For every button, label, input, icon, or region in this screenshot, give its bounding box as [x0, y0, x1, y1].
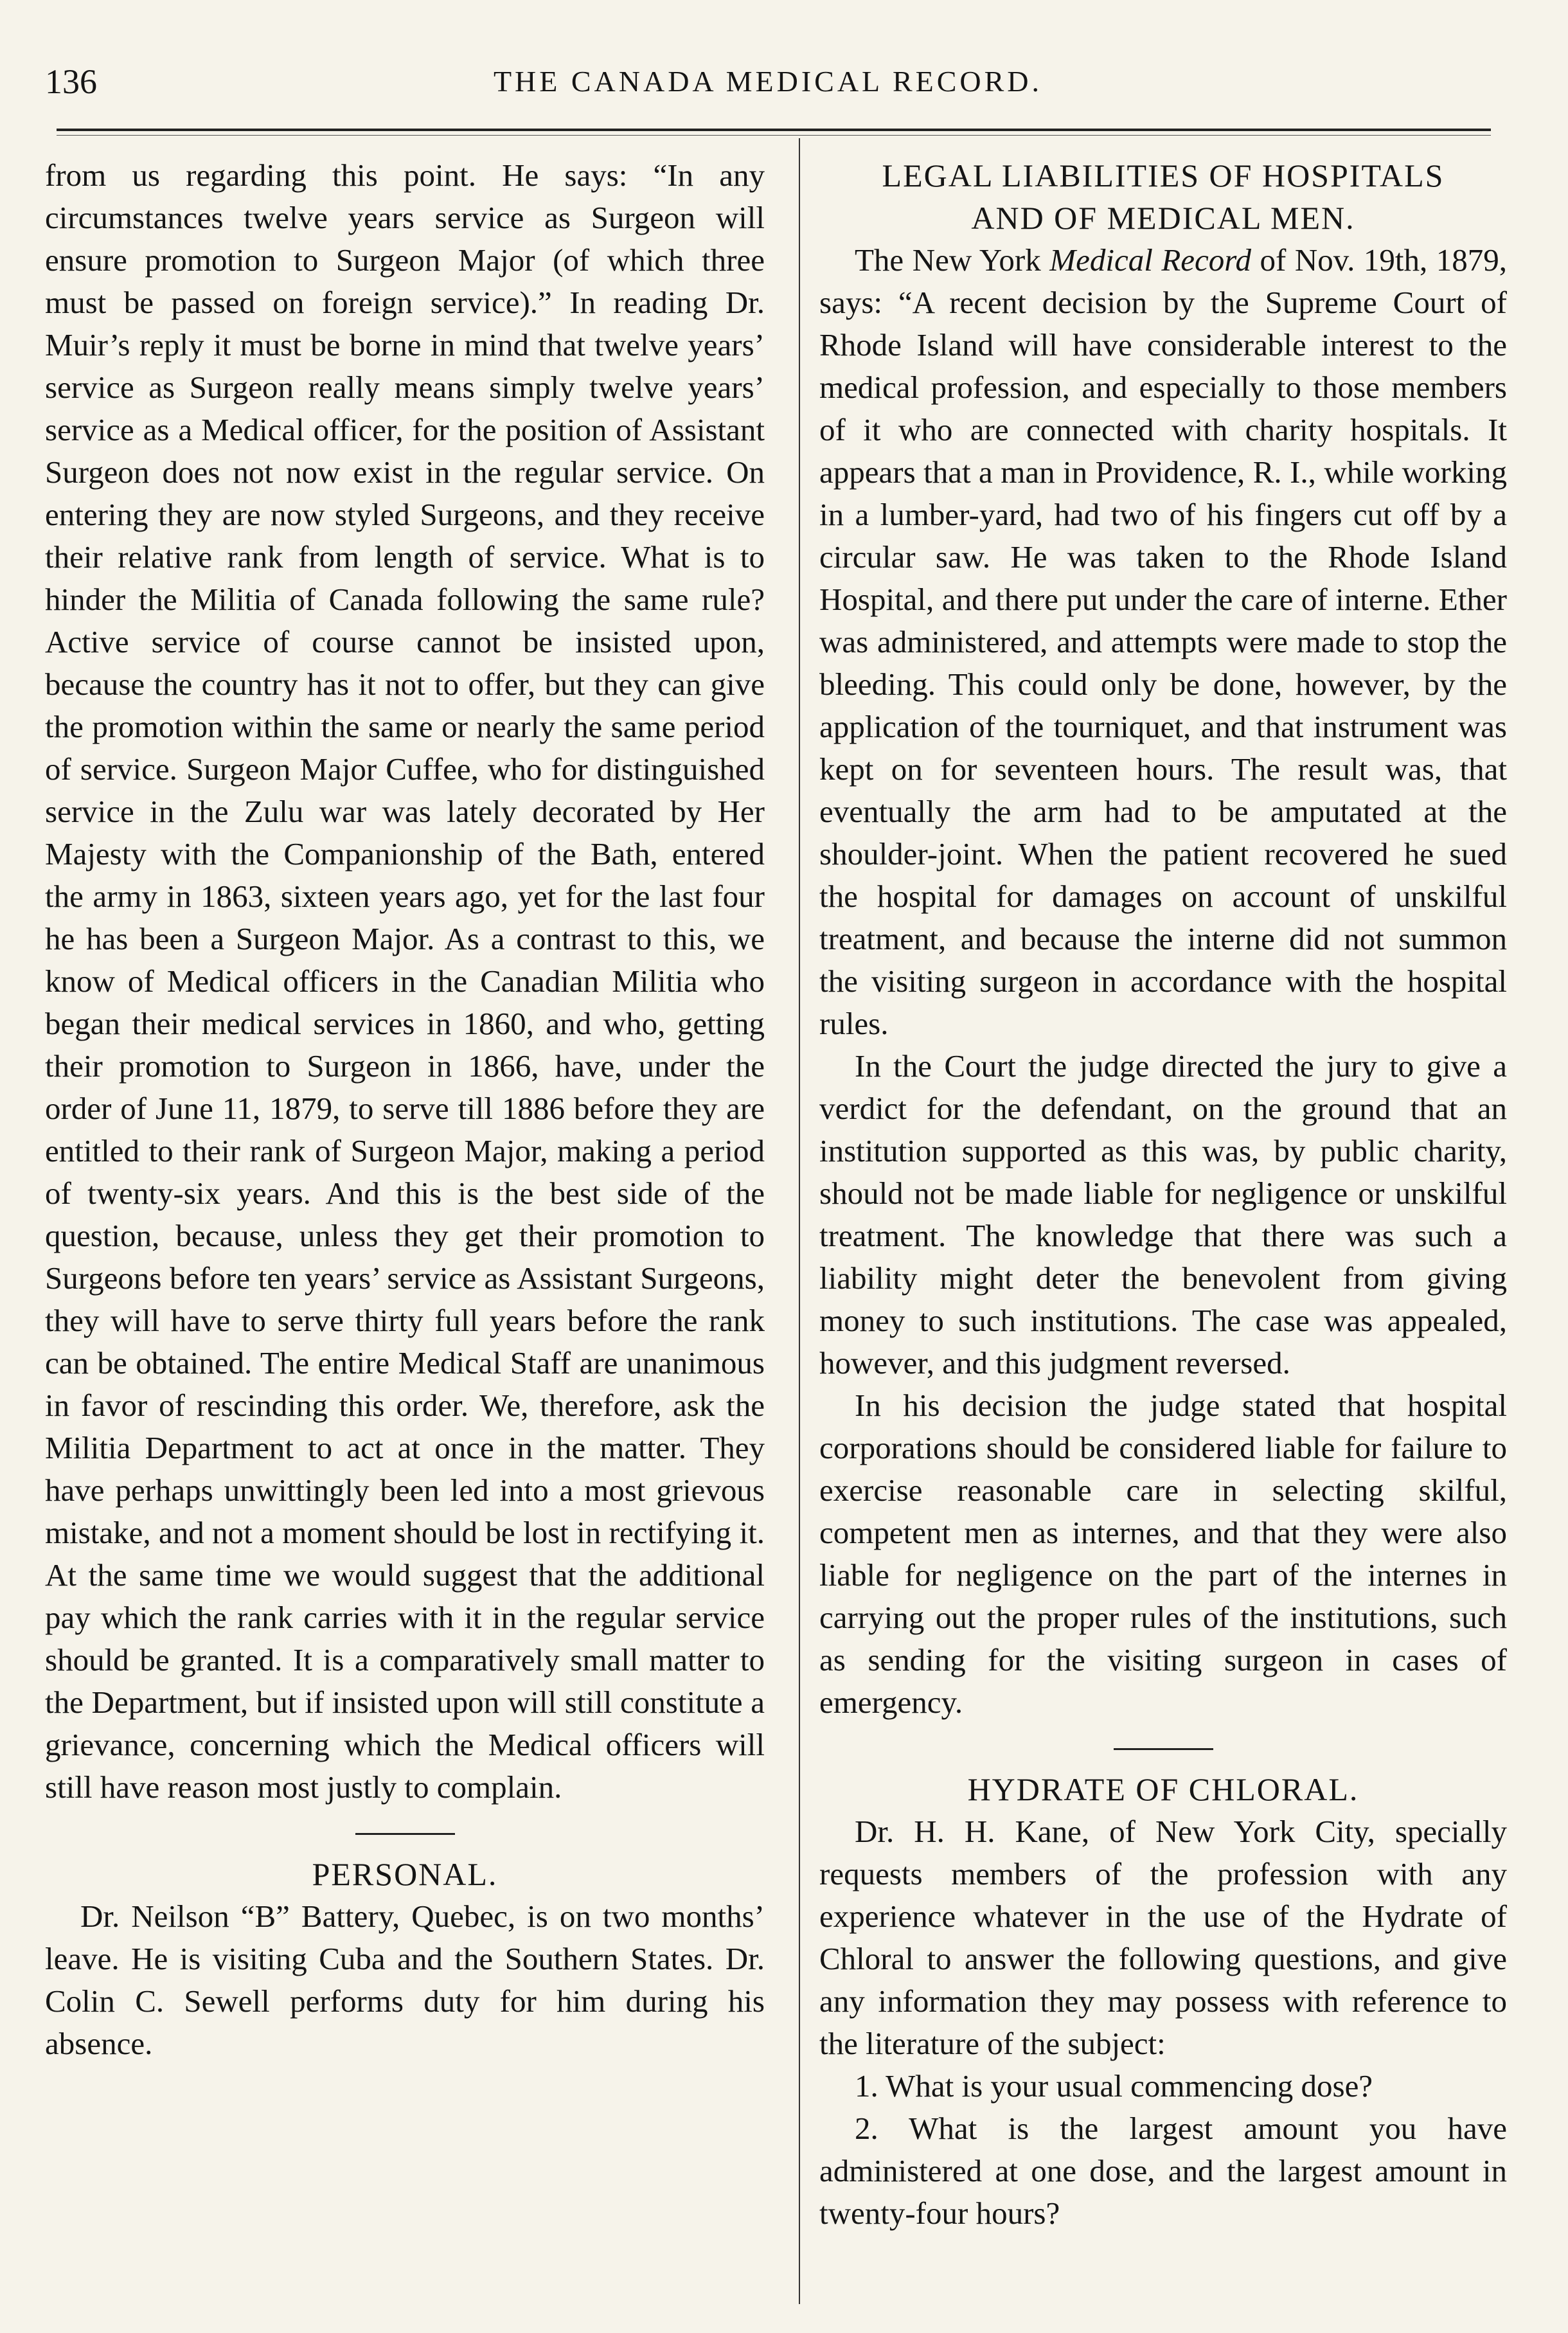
- chloral-paragraph: Dr. H. H. Kane, of New York City, specially requests members of the profession with any experience whatever in the use of the Hydrate of Chloral to answer the following questions, and give any information they may possess with reference to the literature of the subject:: [819, 1814, 1507, 2061]
- personal-heading: PERSONAL.: [312, 1856, 498, 1892]
- legal-heading-line-1: LEGAL LIABILITIES OF HOSPITALS: [882, 157, 1445, 193]
- legal-p1-lead: The New York: [855, 242, 1050, 278]
- running-title: THE CANADA MEDICAL RECORD.: [493, 65, 1043, 98]
- chloral-heading: HYDRATE OF CHLORAL.: [967, 1771, 1359, 1807]
- section-divider: [355, 1833, 455, 1835]
- right-column: [819, 154, 1507, 2235]
- legal-p1-body: of Nov. 19th, 1879, says: “A recent decision by the Supreme Court of Rhode Island will have considerable interest to the medical profession, and especially to those members of it who are connected with charity hospitals. It appears that a man in Providence, R. I., while working in a lumber-yard, had two of his fingers cut off by a circular saw. He was taken to the Rhode Island Hospital, and there put under the care of interne. Ether was administered, and attempts were made to stop the bleeding. This could only be done, however, by the application of the tourniquet, and that instrument was kept on for seventeen hours. The result was, that eventually the arm had to be amputated at the shoulder-joint. When the patient recovered he sued the hospital for damages on account of unskilful treatment, and because the interne did not summon the visiting surgeon in accordance with the hospital rules.: [819, 242, 1507, 1041]
- editorial-continued-paragraph: from us regarding this point. He says: “In any circumstances twelve years service as Surgeon will ensure promotion to Surgeon Major (of which three must be passed on foreign service).” In reading Dr. Muir’s reply it must be borne in mind that twelve years’ service as Surgeon really means simply twelve years’ service as a Medical officer, for the position of Assistant Surgeon does not now exist in the regular service. On entering they are now styled Surgeons, and they receive their relative rank from length of service. What is to hinder the Militia of Canada following the same rule? Active service of course cannot be insisted upon, because the country has it not to offer, but they can give the promotion within the same or nearly the same period of service. Surgeon Major Cuffee, who for distinguished service in the Zulu war was lately decorated by Her Majesty with the Companionship of the Bath, entered the army in 1863, sixteen years ago, yet for the last four he has been a Surgeon Major. As a contrast to this, we know of Medical officers in the Canadian Militia who began their medical services in 1860, and who, getting their promotion to Surgeon in 1866, have, under the order of June 11, 1879, to serve till 1886 before they are entitled to their rank of Surgeon Major, making a period of twenty-six years. And this is the best side of the question, because, unless they get their promotion to Surgeons before ten years’ service as Assistant Surgeons, they will have to serve thirty full years before the rank can be obtained. The entire Medical Staff are unanimous in favor of rescinding this order. We, therefore, ask the Militia Department to act at once in the matter. They have perhaps unwittingly been led into a most grievous mistake, and not a moment should be lost in rectifying it. At the same time we would suggest that the additional pay which the rank carries with it in the regular service should be granted. It is a comparatively small matter to the Department, but if insisted upon will still constitute a grievance, concerning which the Medical officers will still have reason most justly to complain.: [45, 157, 765, 1805]
- question-2: 2. What is the largest amount you have administered at one dose, and the largest amount in twenty-four hours?: [819, 2111, 1507, 2231]
- column-divider: [799, 138, 800, 2304]
- legal-heading-line-2: AND OF MEDICAL MEN.: [971, 200, 1355, 236]
- page-number: 136: [45, 62, 97, 101]
- left-column: [45, 154, 765, 2065]
- journal-title: Medical Record: [1049, 242, 1252, 278]
- legal-heading: [819, 154, 1507, 239]
- legal-paragraph-1: [819, 239, 1507, 1045]
- header-rule: [57, 129, 1491, 131]
- header-rule-thin: [57, 135, 1491, 136]
- page-header: [45, 59, 1491, 104]
- legal-paragraph-2: In the Court the judge directed the jury to give a verdict for the defendant, on the ground that an institution supported as this was, by public charity, should not be made liable for negligence or unskilful treatment. The knowledge that there was such a liability might deter the benevolent from giving money to such institutions. The case was appealed, however, and this judgment reversed.: [819, 1048, 1507, 1381]
- question-1: 1. What is your usual commencing dose?: [855, 2068, 1373, 2104]
- legal-paragraph-3: In his decision the judge stated that hospital corporations should be considered liable for failure to exercise reasonable care in selecting skilful, competent men as internes, and that they were also liable for negligence on the part of the internes in carrying out the proper rules of the institutions, such as sending for the visiting surgeon in cases of emergency.: [819, 1388, 1507, 1720]
- personal-paragraph: Dr. Neilson “B” Battery, Quebec, is on two months’ leave. He is visiting Cuba and the Southern States. Dr. Colin C. Sewell performs duty for him during his absence.: [45, 1899, 765, 2061]
- section-divider: [1114, 1748, 1213, 1750]
